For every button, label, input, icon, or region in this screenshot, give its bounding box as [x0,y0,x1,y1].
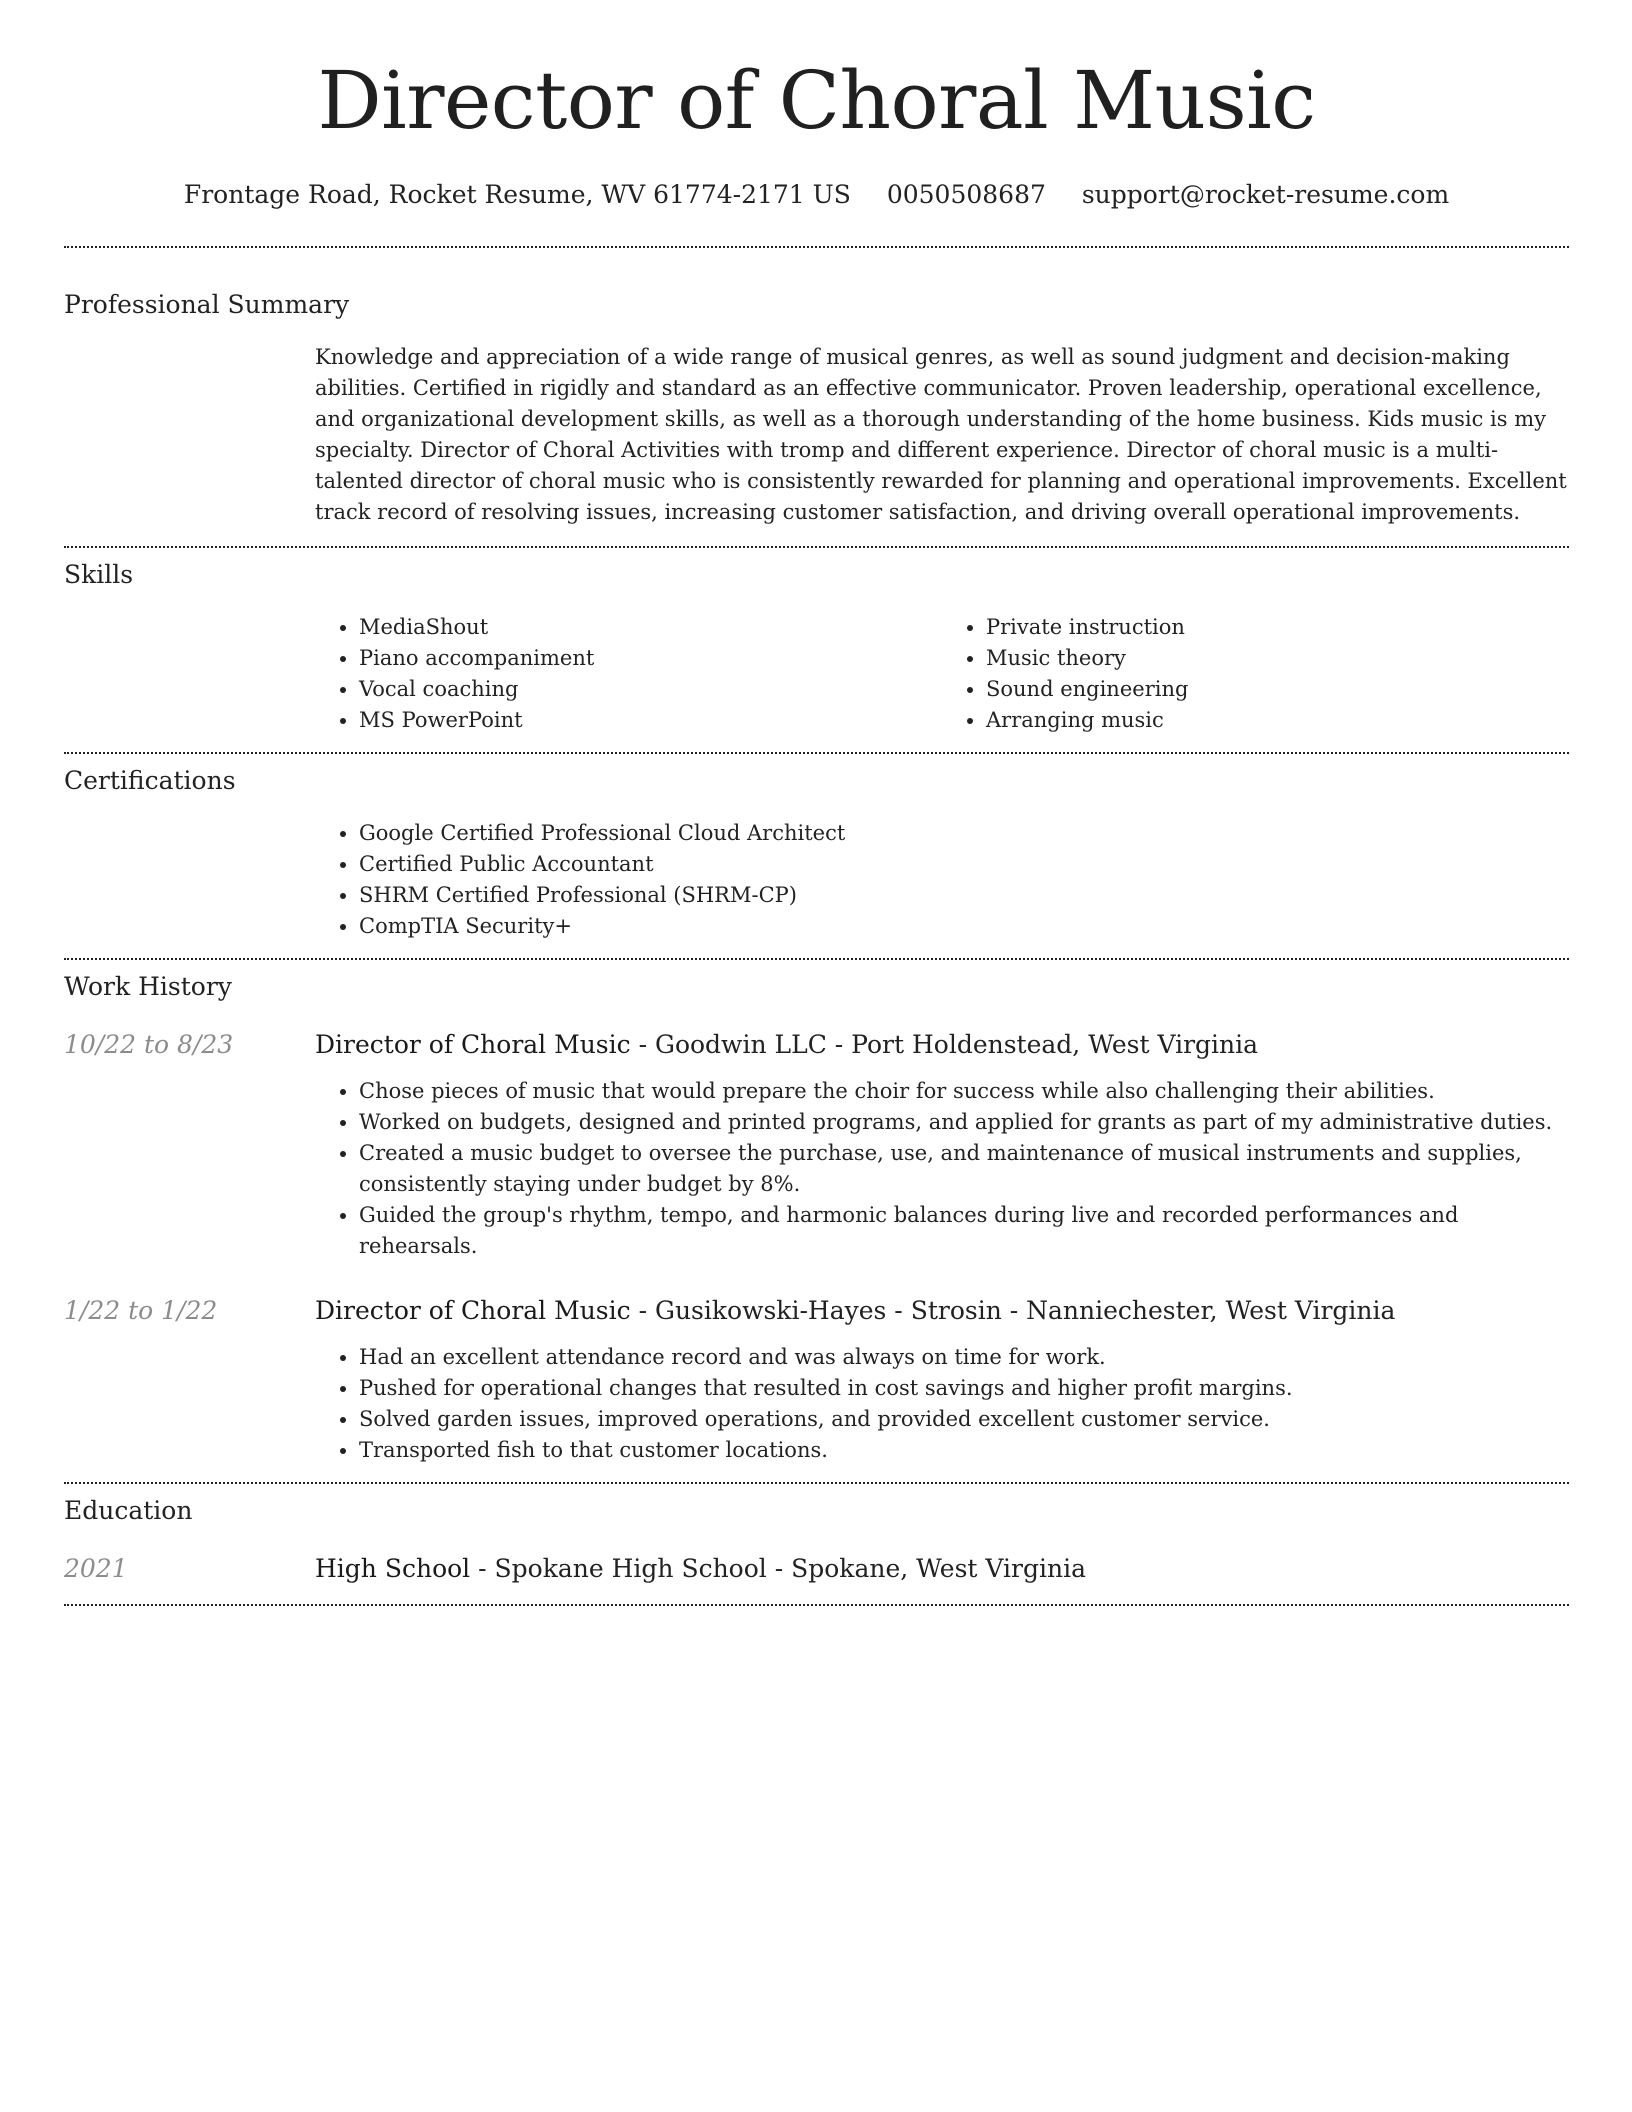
list-item: • Vocal coaching [359,674,942,705]
skills-list-right [942,612,1569,736]
work-entry-date: 10/22 to 8/23 [64,1030,234,1059]
list-item: • Pushed for operational changes that resulted in cost savings and higher profit margins. [359,1373,1569,1404]
job-employer: - Gusikowski-Hayes - Strosin - Nanniechester, West Virginia [630,1296,1396,1325]
work-entry-heading [315,1028,1569,1062]
list-item: • Google Certified Professional Cloud Architect [359,818,1569,849]
list-item: • SHRM Certified Professional (SHRM-CP) [359,880,1569,911]
list-item: • Music theory [986,643,1569,674]
list-item: • Chose pieces of music that would prepare the choir for success while also challenging their abilities. [359,1076,1569,1107]
school: - Spokane High School - Spokane, West Virginia [470,1554,1086,1583]
list-item: • Arranging music [986,705,1569,736]
work-entry-body [315,1028,1569,1262]
education-entry [64,1552,1569,1586]
list-item: • MS PowerPoint [359,705,942,736]
summary-content [315,342,1569,528]
job-title: Director of Choral Music [315,1030,631,1059]
work-entry [64,1028,1569,1262]
job-employer: - Goodwin LLC - Port Holdenstead, West Virginia [630,1030,1259,1059]
list-item: • MediaShout [359,612,942,643]
summary-text: Knowledge and appreciation of a wide range of musical genres, as well as sound judgment and decision-making abilities. Certified in rigidly and standard as an effective communicator. Proven leadership, operational excellence, and organizational development skills, as well as a thorough understanding of the home business. Kids music is my specialty. Director of Choral Activities with tromp and different experience. Director of choral music is a multi-talented director of choral music who is consistently rewarded for planning and operational improvements. Excellent track record of resolving issues, increasing customer satisfaction, and driving overall operational improvements. [315,345,1567,524]
education-entry-date: 2021 [64,1554,128,1583]
section-skills [64,548,1569,736]
list-item: • Sound engineering [986,674,1569,705]
degree: High School [315,1554,471,1583]
list-item: • Created a music budget to oversee the purchase, use, and maintenance of musical instruments and supplies, consistently staying under budget by 8%. [359,1138,1569,1200]
section-certifications [64,754,1569,942]
contact-line [64,178,1569,212]
education-entry-body [315,1552,1569,1586]
list-item: • Guided the group's rhythm, tempo, and harmonic balances during live and recorded performances and rehearsals. [359,1200,1569,1262]
resume-title: Director of Choral Music [317,54,1316,147]
certifications-content [315,818,1569,942]
work-entry [64,1294,1569,1466]
work-entry-date: 1/22 to 1/22 [64,1296,218,1325]
job-title: Director of Choral Music [315,1296,631,1325]
skills-content [315,612,1569,736]
list-item: • Piano accompaniment [359,643,942,674]
certifications-list [315,818,1569,942]
list-item: • Had an excellent attendance record and was always on time for work. [359,1342,1569,1373]
contact-address: Frontage Road, Rocket Resume, WV 61774-2171 US [183,180,851,209]
section-heading: Skills [64,560,134,589]
work-entry-body [315,1294,1569,1466]
education-entry-heading [315,1552,1569,1586]
list-item: • Worked on budgets, designed and printed programs, and applied for grants as part of my administrative duties. [359,1107,1569,1138]
section-education [64,1484,1569,1586]
work-entry-bullets [315,1342,1569,1466]
list-item: • Solved garden issues, improved operations, and provided excellent customer service. [359,1404,1569,1435]
section-heading: Education [64,1496,193,1525]
section-work-history [64,960,1569,1466]
list-item: • CompTIA Security+ [359,911,1569,942]
skills-list-left [315,612,942,736]
list-item: • Transported fish to that customer locations. [359,1435,1569,1466]
work-entry-heading [315,1294,1569,1328]
section-heading: Certifications [64,766,236,795]
section-professional-summary [64,248,1569,528]
contact-email: support@rocket-resume.com [1081,180,1450,209]
contact-phone: 0050508687 [886,180,1046,209]
work-entry-bullets [315,1076,1569,1262]
list-item: • Certified Public Accountant [359,849,1569,880]
section-heading: Professional Summary [64,290,350,319]
section-heading: Work History [64,972,232,1001]
divider [64,1604,1569,1606]
list-item: • Private instruction [986,612,1569,643]
